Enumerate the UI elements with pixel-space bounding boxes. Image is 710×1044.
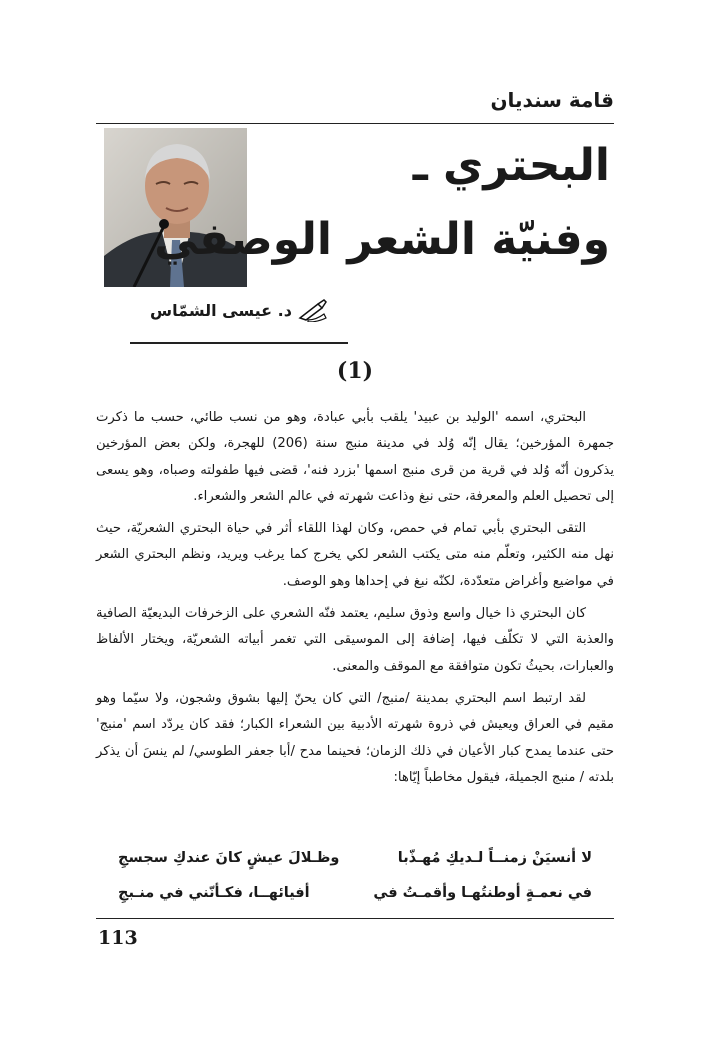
author-divider [130,342,348,344]
verse-second-hemistich: أفيائهــا، فكـأنّني في منـبجِ [118,885,310,901]
pen-hand-icon [298,298,328,322]
paragraph: لقد ارتبط اسم البحتري بمدينة /منبج/ التي كان يحنّ إليها بشوق وشجون، ولا سيّما وهو مقيم في العراق ويعيش في ذروة شهرته الأدبية بين الشعراء الكبار؛ فقد كان يردّد اسم 'منبج' حتى عندما يمدح كبار الأعيان في ذلك الزمان؛ فحينما مدح /أبا جعفر الطوسي/ لم ينسَ أن يذكر بلدته / منبج الجميلة، فيقول مخاطباً إيّاها: [96,690,614,785]
paragraph: التقى البحتري بأبي تمام في حمص، وكان لهذا اللقاء أثر في حياة البحتري الشعريّة، حيث نهل منه الكثير، وتعلّم منه متى يكتب الشعر لكي يخرج كما يرغب ويريد، ونظم البحتري الشعر في مواضيع وأغراض متعدّدة، لكنّه نبغ في إحداها وهو الوصف. [96,521,614,589]
verse-first-hemistich: في نعمـةٍ أوطنتُهـا وأقمـتُ في [373,885,592,901]
paragraph: كان البحتري ذا خيال واسع وذوق سليم، يعتمد فنّه الشعري على الزخرفات البديعيّة الصافية والعذبة التي لا تكلّف فيها، إضافة إلى الموسيقى التي تغمر أبياته الشعريّة، ويختار الألفاظ والعبارات، بحيثُ تكون متوافقة مع الموقف والمعنى. [96,606,614,674]
author-name: د. عيسى الشمّاس [150,300,292,320]
paragraph: البحتري، اسمه 'الوليد بن عبيد' يلقب بأبي عبادة، وهو من نسب طائي، حسب ما ذكرت جمهرة المؤرخين؛ يقال إنّه وُلد في مدينة منبج سنة (206) للهجرة، ولكن بعض المؤرخين يذكرون أنّه وُلد في قرية من قرى منبج اسمها 'بزرد فنه'، قضى فيها طفولته وصباه، وهو يسعى إلى تحصيل العلم والمعرفة، حتى نبغ وذاعت شهرته في عالم الشعر والشعراء. [96,410,614,504]
section-title: قامة سنديان [490,88,614,112]
footer-divider [96,918,614,919]
verse-line [118,850,592,866]
part-number: (1) [336,358,374,384]
article-title-line-1: البحتري ـ [412,140,610,191]
verse-second-hemistich: وظـلالَ عيشٍ كانَ عندكِ سجسجِ [118,850,340,866]
article-title-line-2: وفنيّة الشعر الوصفي [154,214,610,265]
verse-line [118,885,592,901]
page-number: 113 [98,927,138,949]
verse-first-hemistich: لا أنسيَنْ زمنــاً لـديكِ مُهـذّبا [397,850,592,866]
article-body [96,405,614,797]
header-divider [96,123,614,124]
author-byline [150,298,328,322]
